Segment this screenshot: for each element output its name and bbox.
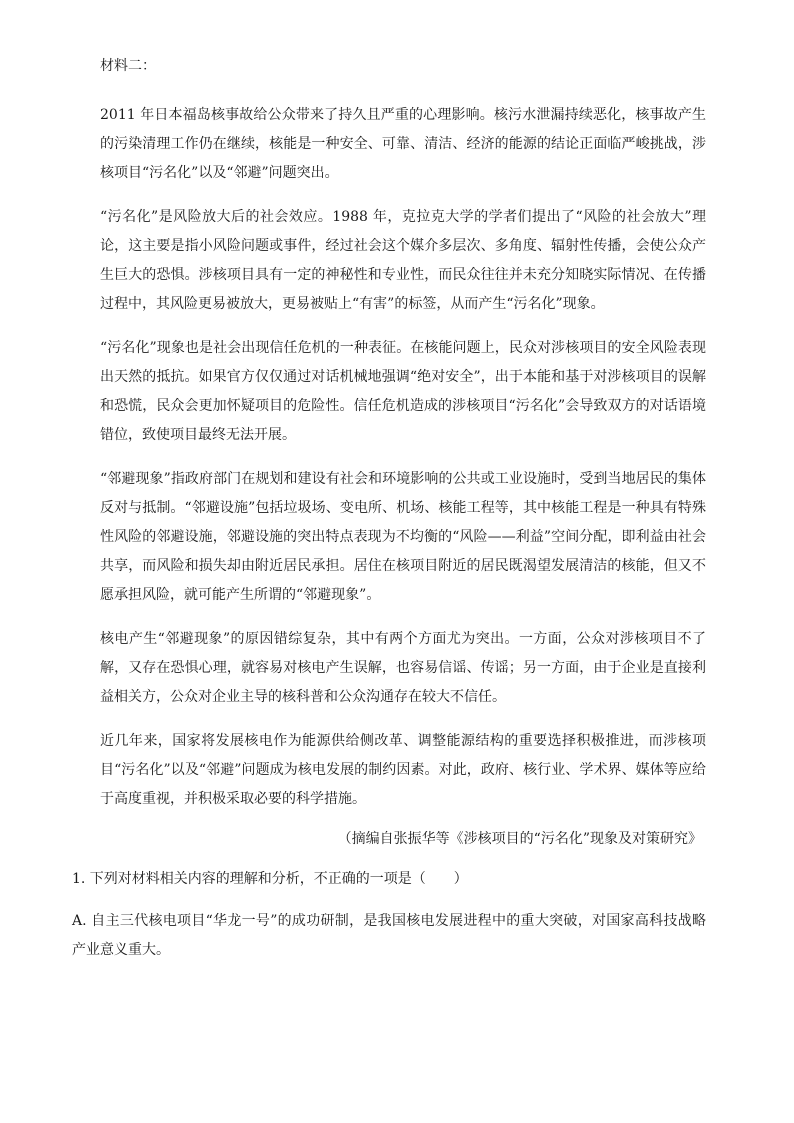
paragraph-2: “污名化”是风险放大后的社会效应。1988 年，克拉克大学的学者们提出了“风险的社会放大”理论，这主要是指小风险问题或事件，经过社会这个媒介多层次、多角度、辐射性传播，会使公众产生巨大的恐惧。涉核项目具有一定的神秘性和专业性，而民众往往并未充分知晓实际情况、在传播过程中，其风险更易被放大，更易被贴上“有害”的标签，从而产生“污名化”现象。: [100, 209, 706, 312]
question-option-a: A. 自主三代核电项目“华龙一号”的成功研制，是我国核电发展进程中的重大突破，对国家高科技战略产业意义重大。: [72, 913, 706, 958]
paragraph-5: 核电产生“邻避现象”的原因错综复杂，其中有两个方面尤为突出。一方面，公众对涉核项目不了解，又存在恐惧心理，就容易对核电产生误解，也容易信谣、传谣；另一方面，由于企业是直接利益相关方，公众对企业主导的核科普和公众沟通存在较大不信任。: [100, 631, 706, 705]
paragraph-6: 近几年来，国家将发展核电作为能源供给侧改革、调整能源结构的重要选择积极推进，而涉核项目“污名化”以及“邻避”问题成为核电发展的制约因素。对此，政府、核行业、学术界、媒体等应给于高度重视，并积极采取必要的科学措施。: [100, 733, 706, 807]
question-stem: 1. 下列对材料相关内容的理解和分析，不正确的一项是（ ）: [72, 871, 468, 887]
paragraph-3: “污名化”现象也是社会出现信任危机的一种表征。在核能问题上，民众对涉核项目的安全风险表现出天然的抵抗。如果官方仅仅通过对话机械地强调“绝对安全”，出于本能和基于对涉核项目的误解和恐慌，民众会更加怀疑项目的危险性。信任危机造成的涉核项目“污名化”会导致双方的对话语境错位，致使项目最终无法开展。: [100, 340, 706, 443]
source-citation: （摘编自张振华等《涉核项目的“污名化”现象及对策研究》: [337, 831, 702, 847]
material-heading: 材料二：: [100, 58, 156, 74]
paragraph-4: “邻避现象”指政府部门在规划和建设有社会和环境影响的公共或工业设施时，受到当地居民的集体反对与抵制。“邻避设施”包括垃圾场、变电所、机场、核能工程等，其中核能工程是一种具有特殊性风险的邻避设施，邻避设施的突出特点表现为不均衡的“风险——利益”空间分配，即利益由社会共享，而风险和损失却由附近居民承担。居住在核项目附近的居民既渴望发展清洁的核能，但又不愿承担风险，就可能产生所谓的“邻避现象”。: [100, 471, 706, 603]
paragraph-1: 2011 年日本福岛核事故给公众带来了持久且严重的心理影响。核污水泄漏持续恶化，核事故产生的污染清理工作仍在继续，核能是一种安全、可靠、清洁、经济的能源的结论正面临严峻挑战，涉核项目“污名化”以及“邻避”问题突出。: [100, 107, 706, 181]
